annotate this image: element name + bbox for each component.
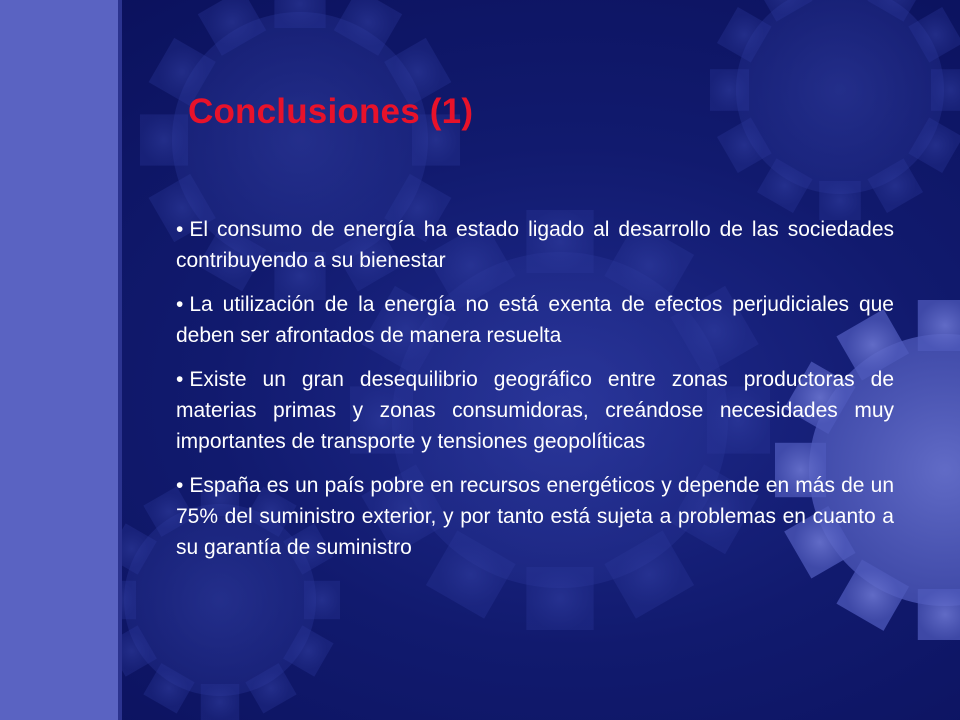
bullet-marker: • [176,368,184,391]
slide-title: Conclusiones (1) [188,92,474,131]
bullet-item [176,214,894,276]
bullet-marker: • [176,218,184,241]
left-side-bar [0,0,118,720]
gear-icon [710,0,960,220]
bullet-text: El consumo de energía ha estado ligado al desarrollo de las sociedades contribuyendo a su bienestar [176,218,894,272]
bullet-marker: • [176,474,184,497]
bullet-text: La utilización de la energía no está exenta de efectos perjudiciales que deben ser afrontados de manera resuelta [176,293,894,347]
left-bar-edge [118,0,122,720]
bullet-item [176,470,894,563]
bullet-marker: • [176,293,184,316]
bullet-text: España es un país pobre en recursos energéticos y depende en más de un 75% del suministro exterior, y por tanto está sujeta a problemas en cuanto a su garantía de suministro [176,474,894,559]
bullet-text: Existe un gran desequilibrio geográfico entre zonas productoras de materias primas y zonas consumidoras, creándose necesidades muy importantes de transporte y tensiones geopolíticas [176,368,894,453]
bullet-item [176,289,894,351]
bullet-item [176,364,894,457]
bullet-list [176,214,894,576]
